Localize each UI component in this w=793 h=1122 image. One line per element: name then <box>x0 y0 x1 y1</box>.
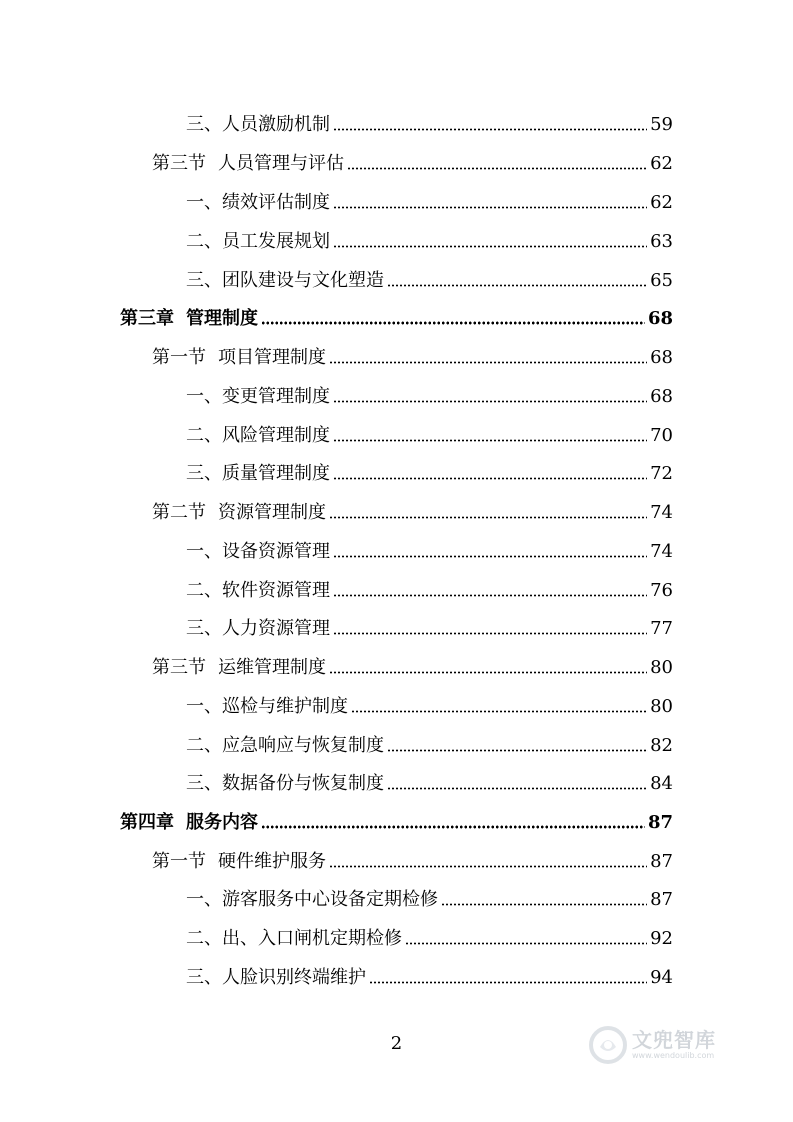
toc-entry-title: 一、变更管理制度 <box>186 386 330 407</box>
toc-entry-page: 59 <box>650 114 673 135</box>
toc-entry-title: 管理制度 <box>186 308 258 329</box>
toc-section-entry[interactable] <box>152 145 673 175</box>
dot-leader <box>441 903 647 906</box>
dot-leader <box>333 594 647 597</box>
toc-section-entry[interactable] <box>152 339 673 369</box>
toc-entry-title: 三、人员激励机制 <box>186 114 330 135</box>
toc-entry-page: 82 <box>650 735 673 756</box>
dot-leader <box>333 245 647 248</box>
toc-chapter-entry[interactable] <box>120 300 673 330</box>
dot-leader <box>333 477 647 480</box>
toc-entry-title: 二、软件资源管理 <box>186 580 330 601</box>
watermark-logo-icon <box>588 1025 628 1065</box>
toc-entry-prefix: 第三节 <box>152 657 206 678</box>
toc-entry-title: 三、质量管理制度 <box>186 463 330 484</box>
toc-item-entry[interactable] <box>186 727 673 757</box>
dot-leader <box>333 632 647 635</box>
toc-entry-page: 87 <box>650 851 673 872</box>
toc-section-entry[interactable] <box>152 649 673 679</box>
toc-entry-title: 三、数据备份与恢复制度 <box>186 773 384 794</box>
toc-item-entry[interactable] <box>186 533 673 563</box>
dot-leader <box>347 167 647 170</box>
dot-leader <box>333 400 647 403</box>
toc-entry-page: 72 <box>650 463 673 484</box>
toc-entry-title: 服务内容 <box>186 812 258 833</box>
dot-leader <box>333 206 647 209</box>
toc-entry-page: 77 <box>650 618 673 639</box>
toc-entry-title: 资源管理制度 <box>218 502 326 523</box>
dot-leader <box>387 787 647 790</box>
toc-item-entry[interactable] <box>186 765 673 795</box>
dot-leader <box>329 865 647 868</box>
toc-entry-page: 68 <box>650 347 673 368</box>
watermark <box>588 1020 748 1070</box>
toc-entry-page: 84 <box>650 773 673 794</box>
dot-leader <box>351 710 647 713</box>
toc-entry-title: 硬件维护服务 <box>218 851 326 872</box>
toc-entry-title: 三、人脸识别终端维护 <box>186 967 366 988</box>
toc-entry-prefix: 第三节 <box>152 153 206 174</box>
toc-item-entry[interactable] <box>186 610 673 640</box>
toc-entry-page: 74 <box>650 502 673 523</box>
dot-leader <box>387 284 647 287</box>
toc-entry-title: 一、巡检与维护制度 <box>186 696 348 717</box>
toc-entry-title: 二、员工发展规划 <box>186 231 330 252</box>
toc-item-entry[interactable] <box>186 184 673 214</box>
toc-entry-page: 68 <box>650 386 673 407</box>
page-number: 2 <box>390 1033 403 1054</box>
toc-entry-page: 92 <box>650 928 673 949</box>
dot-leader <box>369 981 647 984</box>
dot-leader <box>405 942 647 945</box>
toc-entry-title: 二、出、入口闸机定期检修 <box>186 928 402 949</box>
toc-item-entry[interactable] <box>186 920 673 950</box>
toc-item-entry[interactable] <box>186 378 673 408</box>
toc-entry-title: 人员管理与评估 <box>218 153 344 174</box>
toc-entry-prefix: 第四章 <box>120 812 174 833</box>
toc-entry-title: 项目管理制度 <box>218 347 326 368</box>
toc-entry-prefix: 第一节 <box>152 347 206 368</box>
toc-entry-prefix: 第一节 <box>152 851 206 872</box>
toc-item-entry[interactable] <box>186 881 673 911</box>
toc-item-entry[interactable] <box>186 223 673 253</box>
toc-item-entry[interactable] <box>186 106 673 136</box>
toc-entry-page: 94 <box>650 967 673 988</box>
toc-section-entry[interactable] <box>152 843 673 873</box>
dot-leader <box>261 825 645 829</box>
toc-entry-page: 87 <box>650 889 673 910</box>
toc-entry-prefix: 第二节 <box>152 502 206 523</box>
toc-entry-page: 65 <box>650 270 673 291</box>
toc-chapter-entry[interactable] <box>120 804 673 834</box>
toc-item-entry[interactable] <box>186 959 673 989</box>
dot-leader <box>387 749 647 752</box>
toc-entry-page: 70 <box>650 425 673 446</box>
toc-entry-page: 62 <box>650 192 673 213</box>
toc-entry-page: 80 <box>650 657 673 678</box>
toc-entry-page: 87 <box>647 812 673 833</box>
toc-section-entry[interactable] <box>152 494 673 524</box>
toc-entry-title: 一、绩效评估制度 <box>186 192 330 213</box>
toc-item-entry[interactable] <box>186 262 673 292</box>
toc-entry-title: 二、应急响应与恢复制度 <box>186 735 384 756</box>
toc-item-entry[interactable] <box>186 688 673 718</box>
dot-leader <box>261 321 645 325</box>
toc-item-entry[interactable] <box>186 572 673 602</box>
dot-leader <box>329 516 647 519</box>
toc-entry-page: 76 <box>650 580 673 601</box>
toc-entry-title: 一、设备资源管理 <box>186 541 330 562</box>
toc-entry-title: 三、团队建设与文化塑造 <box>186 270 384 291</box>
toc-entry-prefix: 第三章 <box>120 308 174 329</box>
toc-item-entry[interactable] <box>186 417 673 447</box>
dot-leader <box>333 128 647 131</box>
dot-leader <box>329 671 647 674</box>
dot-leader <box>333 439 647 442</box>
toc-entry-page: 62 <box>650 153 673 174</box>
watermark-url: www.wendoulib.com <box>632 1051 715 1060</box>
toc-entry-page: 80 <box>650 696 673 717</box>
dot-leader <box>333 555 647 558</box>
toc-entry-title: 三、人力资源管理 <box>186 618 330 639</box>
dot-leader <box>329 361 647 364</box>
toc-entry-title: 运维管理制度 <box>218 657 326 678</box>
toc-entry-page: 68 <box>647 308 673 329</box>
toc-entry-title: 一、游客服务中心设备定期检修 <box>186 889 438 910</box>
watermark-name: 文兜智库 <box>632 1028 716 1052</box>
toc-entry-page: 74 <box>650 541 673 562</box>
toc-entry-title: 二、风险管理制度 <box>186 425 330 446</box>
toc-item-entry[interactable] <box>186 455 673 485</box>
toc-entry-page: 63 <box>650 231 673 252</box>
